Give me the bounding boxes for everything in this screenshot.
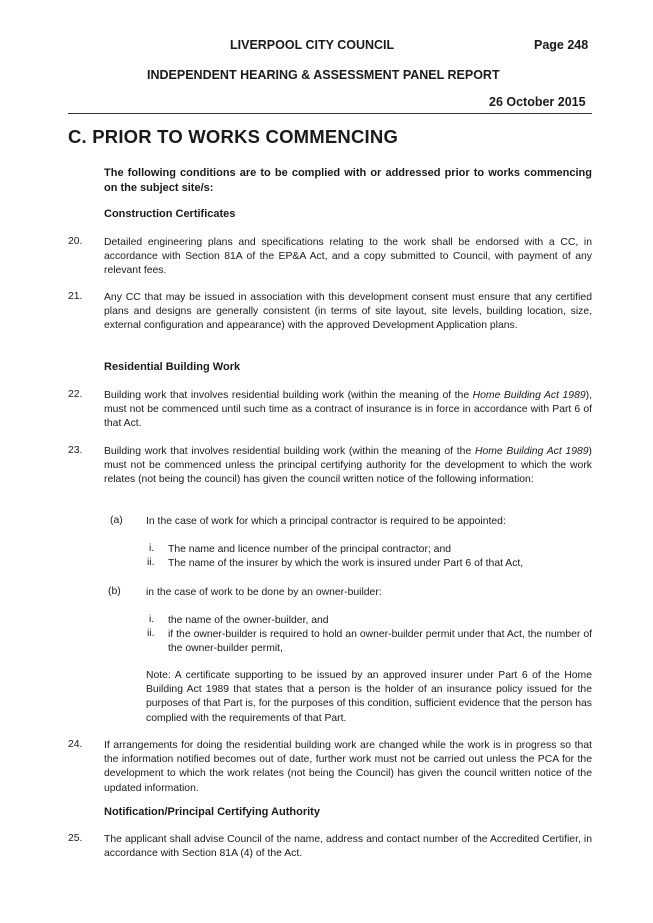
act-name-italic: Home Building Act 1989 <box>474 446 589 457</box>
condition-text: Building work that involves residential building work (within the meaning of the Home Building Act 1989), must not be commenced until such time as a contract of insurance is in force in accordance with Part 6 of that Act. <box>104 390 593 430</box>
council-name: LIVERPOOL CITY COUNCIL <box>230 38 395 52</box>
subheading-residential: Residential Building Work <box>104 361 241 373</box>
roman-label: ii. <box>147 557 155 568</box>
sub-item-text: In the case of work for which a principal contractor is required to be appointed: <box>146 516 506 527</box>
section-intro: The following conditions are to be complied with or addressed prior to works commencing on the subject site/s: <box>104 167 592 194</box>
condition-text: Any CC that may be issued in association with this development consent must ensure that any certified plans and designs are generally consistent (in terms of site layout, site levels, building location, size, external configuration and appearance) with the approved Development Application plans. <box>104 292 592 332</box>
roman-text: The name and licence number of the principal contractor; and <box>168 544 452 555</box>
report-date: 26 October 2015 <box>489 95 586 109</box>
report-title: INDEPENDENT HEARING & ASSESSMENT PANEL REPORT <box>147 68 500 82</box>
condition-number: 21. <box>68 291 83 302</box>
condition-number: 22. <box>68 389 83 400</box>
condition-text: If arrangements for doing the residential building work are changed while the work is in progress so that the information notified becomes out of date, further work must not be carried out unless the PCA for the development to which the work relates (not being the Council) has given the council written notice of the updated information. <box>104 740 592 794</box>
roman-label: i. <box>149 614 155 625</box>
roman-text: The name of the insurer by which the work is insured under Part 6 of that Act, <box>168 558 524 569</box>
condition-text: Building work that involves residential building work (within the meaning of the Home Building Act 1989) must not be commenced unless the principal certifying authority for the development to which the work relates (not being the council) has given the council written notice of the following information: <box>104 446 593 486</box>
act-name-italic: Home Building Act 1989 <box>472 390 586 401</box>
note-text: Note: A certificate supporting to be issued by an approved insurer under Part 6 of the Home Building Act 1989 that states that a person is the holder of an insurance policy issued for the purposes of that Part is, for the purposes of this condition, sufficient evidence that the person has complied with the requirements of that Part. <box>146 670 592 724</box>
condition-text: Detailed engineering plans and specifications relating to the work shall be endorsed with a CC, in accordance with Section 81A of the EP&A Act, and a copy submitted to Council, with payment of any relevant fees. <box>104 237 592 277</box>
condition-number: 23. <box>68 445 83 456</box>
subheading-construction: Construction Certificates <box>104 208 236 220</box>
sub-item-label: (b) <box>108 586 121 597</box>
roman-label: i. <box>149 543 155 554</box>
header-rule <box>68 113 592 114</box>
condition-text: The applicant shall advise Council of the name, address and contact number of the Accredited Certifier, in accordance with Section 81A (4) of the Act. <box>104 834 592 860</box>
condition-number: 25. <box>68 833 83 844</box>
sub-item-label: (a) <box>110 515 123 526</box>
section-title: C. PRIOR TO WORKS COMMENCING <box>68 126 399 147</box>
subheading-notification: Notification/Principal Certifying Authority <box>104 806 320 818</box>
roman-text: if the owner-builder is required to hold an owner-builder permit under that Act, the number of the owner-builder permit, <box>168 629 592 655</box>
condition-number: 20. <box>68 236 83 247</box>
condition-number: 24. <box>68 739 83 750</box>
page-number: Page 248 <box>534 38 589 52</box>
sub-item-text: in the case of work to be done by an owner-builder: <box>146 587 382 598</box>
roman-text: the name of the owner-builder, and <box>168 615 329 626</box>
roman-label: ii. <box>147 628 155 639</box>
